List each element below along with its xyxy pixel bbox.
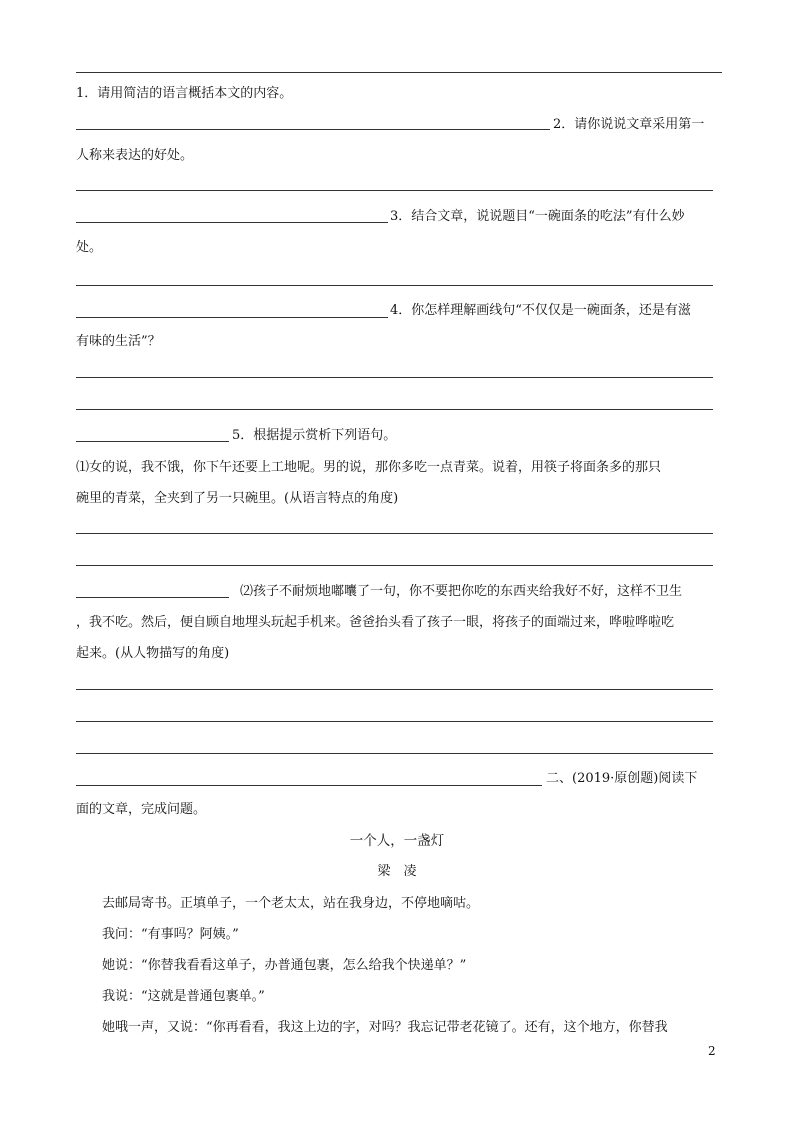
question-3-line1: 3．结合文章，说说题目“一碗面条的吃法”有什么妙 — [390, 209, 685, 224]
article-paragraph: 她哦一声，又说：“你再看看，我这上边的字，对吗？我忘记带老花镜了。还有，这个地方，你替我 — [102, 1020, 668, 1035]
section-2-heading-line1: 二、(2019·原创题)阅读下 — [546, 771, 698, 786]
article-paragraph: 去邮局寄书。正填单子，一个老太太，站在我身边，不停地嘀咕。 — [102, 896, 480, 911]
answer-line — [76, 129, 550, 130]
answer-line — [76, 317, 388, 318]
answer-line — [76, 190, 713, 191]
article-title: 一个人，一盏灯 — [349, 833, 445, 849]
article-paragraph: 我说：“这就是普通包裹单。” — [102, 989, 265, 1004]
question-1: 1．请用简洁的语言概括本文的内容。 — [76, 86, 293, 101]
question-2-line1: 2．请你说说文章采用第一 — [553, 117, 705, 132]
question-4-line1: 4．你怎样理解画线句“不仅仅是一碗面条，还是有滋 — [390, 303, 691, 318]
question-3-line2: 处。 — [76, 240, 103, 255]
question-5-sentence-1-line2: 碗里的青菜，全夹到了另一只碗里。(从语言特点的角度) — [76, 491, 399, 506]
answer-line — [76, 441, 229, 442]
question-2-line2: 人称来表达的好处。 — [76, 148, 194, 163]
question-5-sentence-2-line2: ，我不吃。然后，便自顾自地埋头玩起手机来。爸爸抬头看了孩子一眼，将孩子的面端过来，哗啦哗啦吃 — [76, 615, 675, 630]
answer-line — [76, 721, 713, 722]
article-paragraph: 我问：“有事吗？阿姨。” — [102, 927, 239, 942]
section-2-heading-line2: 面的文章，完成问题。 — [76, 802, 207, 817]
answer-line — [76, 533, 713, 534]
answer-line — [76, 409, 713, 410]
question-4-line2: 有味的生活”？ — [76, 334, 161, 349]
answer-line — [76, 565, 713, 566]
answer-line — [76, 689, 713, 690]
answer-line — [76, 285, 713, 286]
answer-line — [76, 377, 713, 378]
question-5-sentence-2-line3: 起来。(从人物描写的角度) — [76, 646, 230, 661]
page-number: 2 — [708, 1044, 716, 1058]
article-author: 梁 凌 — [377, 864, 417, 879]
answer-line — [76, 753, 713, 754]
question-5-sentence-2-line1: ⑵孩子不耐烦地嘟囔了一句，你不要把你吃的东西夹给我好不好，这样不卫生 — [240, 584, 683, 599]
answer-line — [76, 785, 542, 786]
header-rule — [76, 72, 722, 73]
question-5-stem: 5．根据提示赏析下列语句。 — [232, 428, 397, 443]
article-paragraph: 她说：“你替我看看这单子，办普通包裹，怎么给我个快递单？” — [102, 958, 467, 973]
answer-line — [76, 222, 388, 223]
answer-line — [76, 597, 229, 598]
question-5-sentence-1-line1: ⑴女的说，我不饿，你下午还要上工地呢。男的说，那你多吃一点青菜。说着，用筷子将面条多的那只 — [76, 460, 662, 475]
